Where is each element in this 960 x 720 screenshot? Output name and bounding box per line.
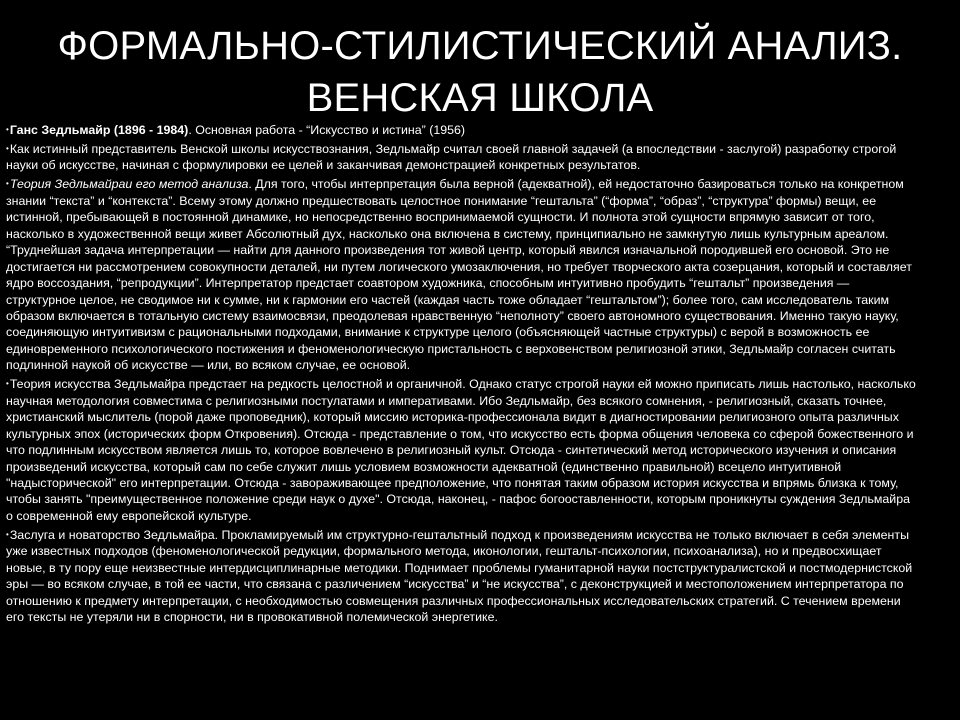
- bullet: •: [6, 379, 9, 389]
- paragraph-text: Как истинный представитель Венской школы искусствознания, Зедльмайр считал своей главной задачей (а впоследствии - заслугой) разработку строгой науки об искусстве, начиная с формулировки ее целей и заканчивая демонстрацией конкретных результатов.: [6, 141, 897, 173]
- paragraph-heading: Теория Зедльмайраи его метод анализа: [9, 177, 249, 192]
- bullet: •: [6, 143, 9, 153]
- paragraph-text: . Для того, чтобы интерпретация была верной (адекватной), ей недостаточно базироваться только на конкретном знании “текста” и “контекста”. Всему этому должно предшествовать целостное понимание “гештальта” (“форма”, “образ”, “структура” формы) вещи, ее истинной, пребывающей в постоянной динамике, но непосредственно воспринимаемой сущности. И полнота этой сущности впрямую зависит от того, насколько в художественной вещи живет Абсолютный дух, насколько она включена в систему, принципиально не замкнутую лишь культурным ареалом. “Труднейшая задача интерпретации — найти для данного произведения тот живой центр, который явился изначальной породившей его основой. Это не достигается ни рассмотрением совокупности деталей, ни путем логического умозаключения, но требует творческого акта созерцания, который и составляет ядро воссоздания, “репродукции”. Интерпретатор предстает соавтором художника, способным интуитивно пробудить “гештальт” произведения — структурное целое, не сводимое ни к сумме, ни к гармонии его частей (каждая часть тоже обладает “гештальтом”); более того, сам исследователь таким образом включается в тотальную систему взаимосвязи, преодолевая нравственную “неполноту” своего автономного существования. Именно такую науку, соединяющую интуитивизм с рациональными подходами, внимание к структуре целого (объясняющей частные структуры) с верой в возможность ее единовременного психологического постижения и феноменологическую пристальность с верховенством религиозной этики, Зедльмайр согласен считать подлинной наукой об искусстве — или, во всяком случае, ее основой.: [6, 177, 912, 373]
- author-main-work: . Основная работа - “Искусство и истина” (1956): [188, 123, 466, 137]
- paragraph-theory-integrity: [6, 376, 918, 524]
- bullet: •: [6, 179, 9, 189]
- paragraph-theory-method: [6, 176, 918, 373]
- title-line-1: ФОРМАЛЬНО-СТИЛИСТИЧЕСКИЙ АНАЛИЗ.: [57, 24, 903, 68]
- paragraph-text: Теория искусства Зедльмайра предстает на редкость целостной и органичной. Однако статус строгой науки ей можно приписать лишь настолько, насколько научная методология совместима с религиозными постулатами и императивами. Ибо Зедльмайр, без всякого сомнения, - религиозный, сказать точнее, христианский мыслитель (порой даже проповедник), который миссию историка-профессионала видит в диагностировании религиозного опыта различных культурных эпох (исторических форм Откровения). Отсюда - представление о том, что искусство есть форма общения человека со сферой божественного и что подлинным искусством является лишь то, которое вовлечено в религиозный культ. Отсюда - синтетический метод исторического изучения и описания произведений искусства, который сам по себе служит лишь условием возможности адекватной (единственно правильной) всецело интуитивной "надысторической" его интерпретации. Отсюда - завораживающее предположение, что понятая таким образом история искусства и впрямь близка к тому, чтобы занять "преимущественное положение среди наук о духе". Отсюда, наконец, - пафос богооставленности, которым проникнуты суждения Зедльмайра о современной ему европейской культуре.: [6, 377, 916, 523]
- paragraph-vienna-school: [6, 141, 918, 174]
- slide-title: [20, 20, 940, 124]
- paragraph-author: [6, 122, 918, 138]
- bullet: •: [6, 529, 9, 539]
- paragraph-merits: [6, 527, 918, 626]
- paragraph-text: Заслуга и новаторство Зедльмайра. Прокламируемый им структурно-гештальтный подход к произведениям искусства не только включает в себя элементы уже известных подходов (феноменологической редукции, формального метода, иконологии, гештальт-психологии, психоанализа), но и предвосхищает новые, в ту пору еще неизвестные интердисциплинарные методики. Поднимает проблемы гуманитарной науки постструктуралистской и постмодернистской эры — во всяком случае, в той ее части, что связана с различением “искусства” и “не искусства”, с деконструкцией и местоположением интерпретатора по отношению к предмету интерпретации, с необходимостью совмещения различных профессиональных исследовательских стратегий. С течением времени его тексты не утеряли ни в спорности, ни в провокативной полемической энергетике.: [6, 527, 913, 625]
- bullet: •: [6, 125, 9, 134]
- slide-body: [6, 122, 918, 628]
- author-name: Ганс Зедльмайр (1896 - 1984): [9, 123, 189, 137]
- title-line-2: ВЕНСКАЯ ШКОЛА: [306, 76, 654, 120]
